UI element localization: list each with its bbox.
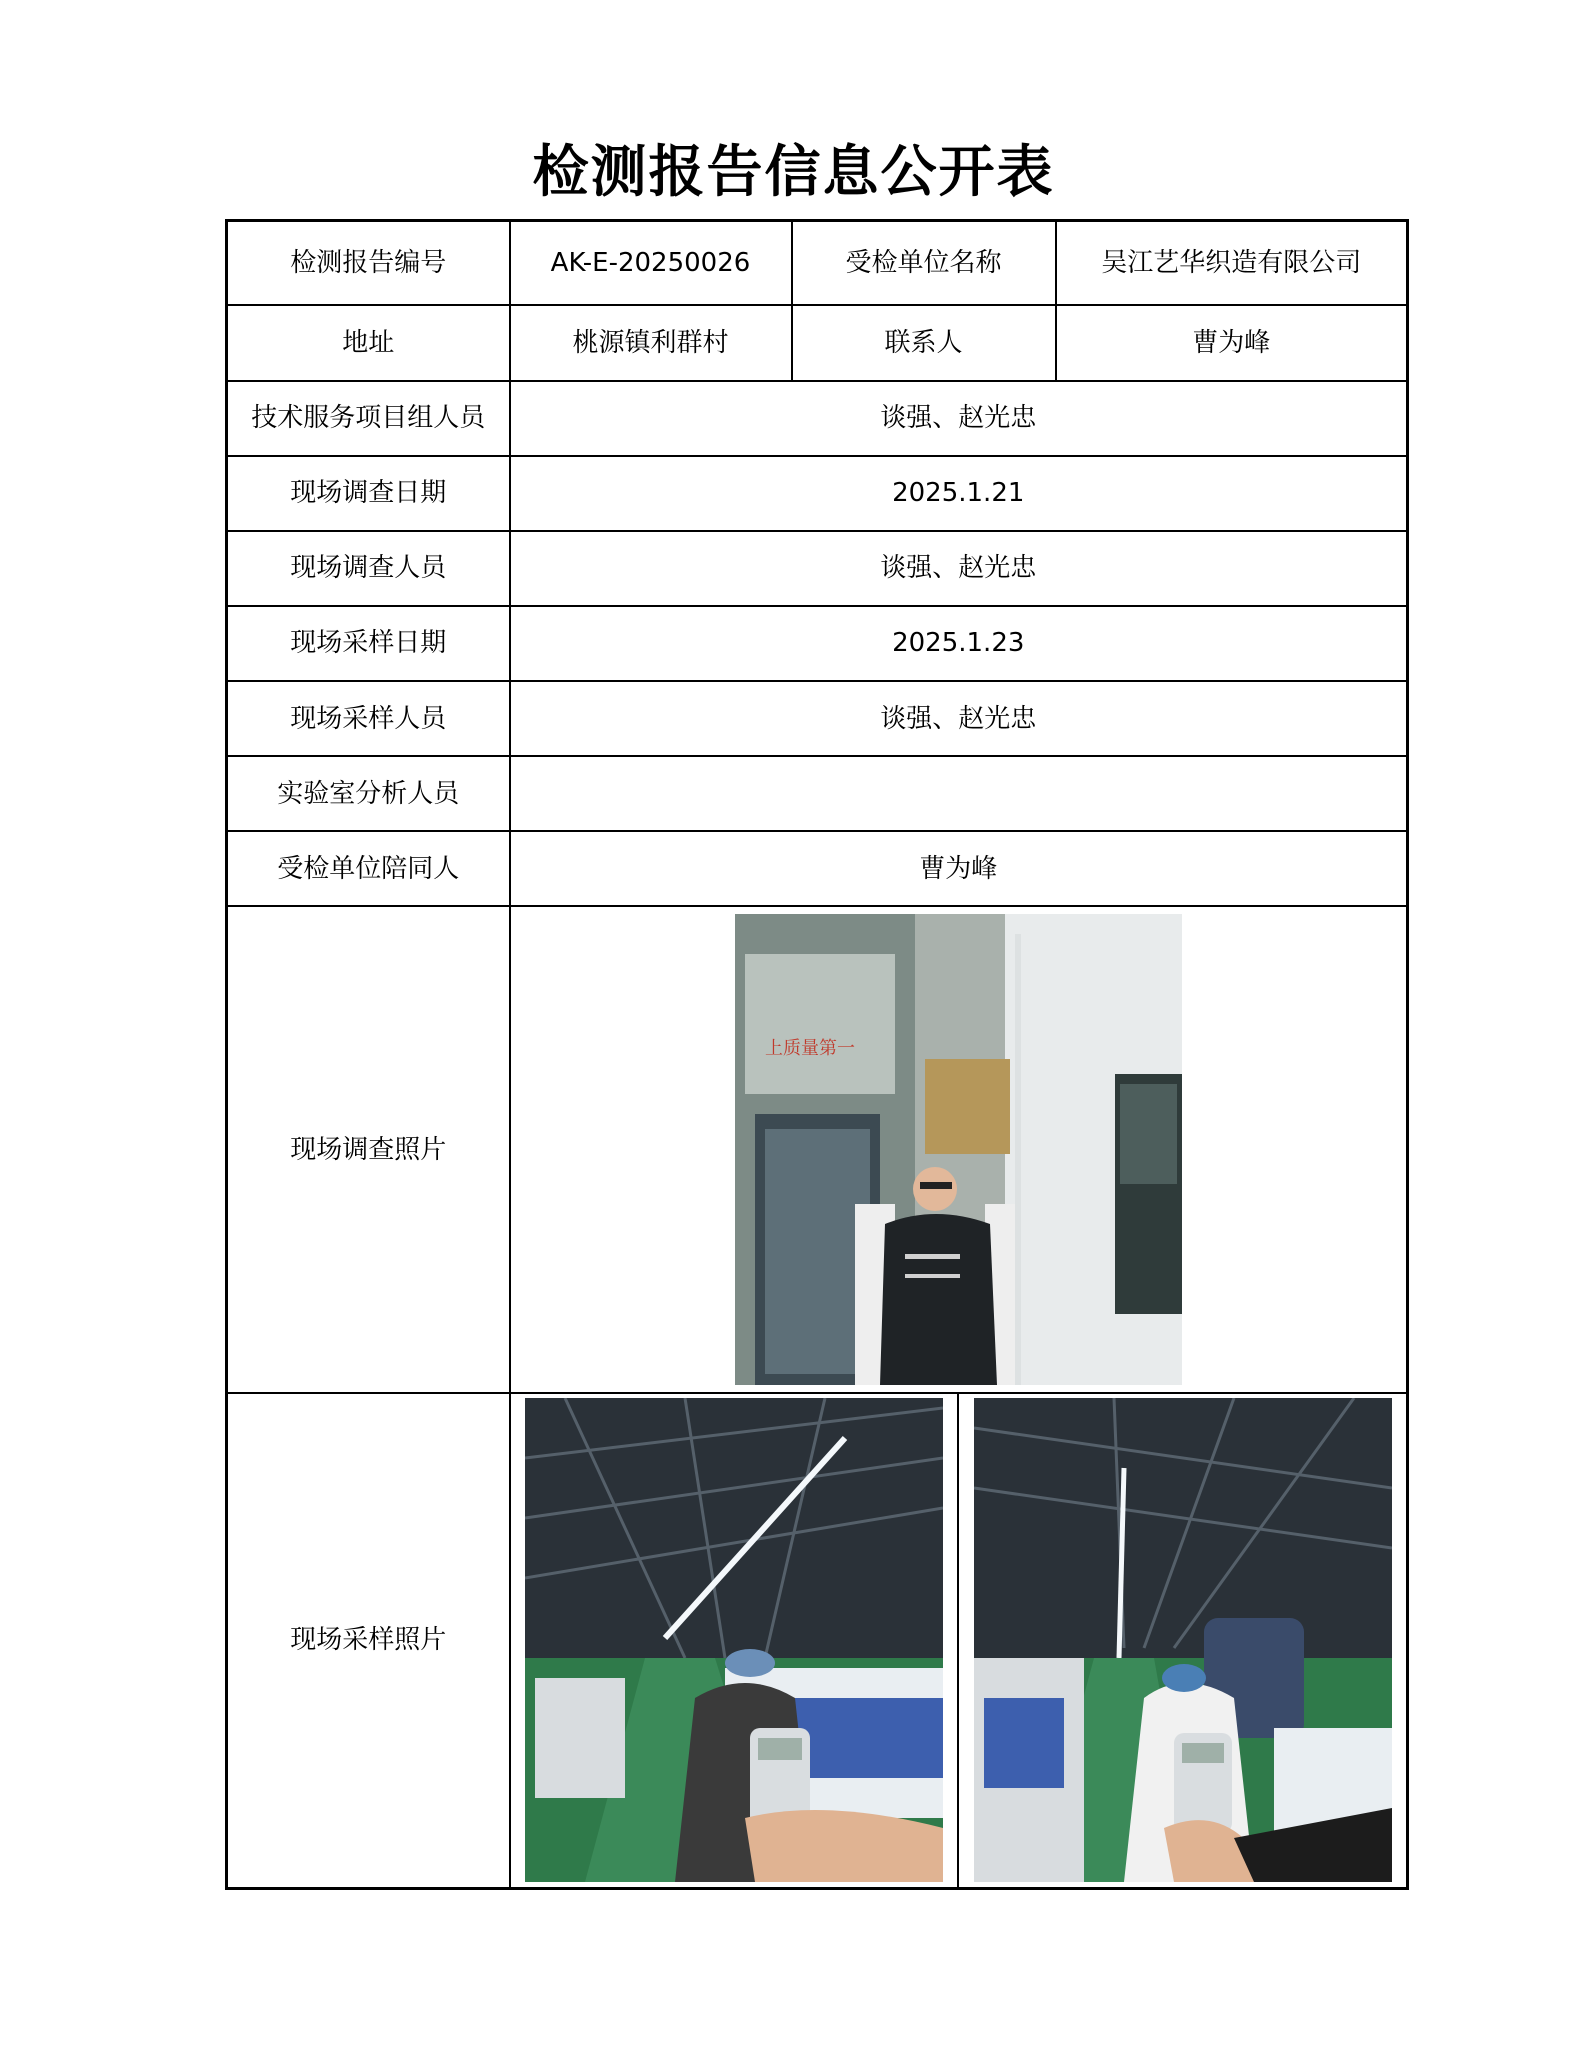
table-row bbox=[227, 305, 1408, 381]
survey-photo-cell bbox=[510, 906, 1408, 1393]
contact-label: 联系人 bbox=[792, 305, 1056, 381]
lab-staff-label: 实验室分析人员 bbox=[227, 756, 510, 831]
table-row bbox=[227, 756, 1408, 831]
table-row bbox=[227, 381, 1408, 456]
table-row bbox=[227, 606, 1408, 681]
sampling-photo-right bbox=[974, 1398, 1392, 1882]
unit-name-value: 吴江艺华织造有限公司 bbox=[1056, 221, 1408, 305]
table-row bbox=[227, 1393, 1408, 1889]
survey-staff-value: 谈强、赵光忠 bbox=[510, 531, 1408, 606]
contact-value: 曹为峰 bbox=[1056, 305, 1408, 381]
table-row bbox=[227, 906, 1408, 1393]
survey-date-label: 现场调查日期 bbox=[227, 456, 510, 531]
escort-label: 受检单位陪同人 bbox=[227, 831, 510, 906]
table-row bbox=[227, 456, 1408, 531]
table-row bbox=[227, 831, 1408, 906]
sampling-photo-cell bbox=[510, 1393, 1408, 1889]
table-row bbox=[227, 531, 1408, 606]
report-no-label: 检测报告编号 bbox=[227, 221, 510, 305]
address-label: 地址 bbox=[227, 305, 510, 381]
table-row bbox=[227, 681, 1408, 756]
sampling-photo-label: 现场采样照片 bbox=[227, 1393, 510, 1889]
survey-staff-label: 现场调查人员 bbox=[227, 531, 510, 606]
sampling-staff-value: 谈强、赵光忠 bbox=[510, 681, 1408, 756]
report-table bbox=[225, 219, 1409, 1890]
address-value: 桃源镇利群村 bbox=[510, 305, 792, 381]
slogan-text: 上质量第一 bbox=[764, 1038, 855, 1059]
survey-date-value: 2025.1.21 bbox=[510, 456, 1408, 531]
team-value: 谈强、赵光忠 bbox=[510, 381, 1408, 456]
sampling-photo-left bbox=[525, 1398, 943, 1882]
survey-photo-label: 现场调查照片 bbox=[227, 906, 510, 1393]
unit-name-label: 受检单位名称 bbox=[792, 221, 1056, 305]
sampling-photo-left-frame bbox=[511, 1394, 958, 1887]
escort-value: 曹为峰 bbox=[510, 831, 1408, 906]
report-no-value: AK-E-20250026 bbox=[510, 221, 792, 305]
sampling-photo-right-frame bbox=[957, 1394, 1406, 1887]
sampling-staff-label: 现场采样人员 bbox=[227, 681, 510, 756]
table-row bbox=[227, 221, 1408, 305]
lab-staff-value bbox=[510, 756, 1408, 831]
sampling-date-label: 现场采样日期 bbox=[227, 606, 510, 681]
sampling-date-value: 2025.1.23 bbox=[510, 606, 1408, 681]
survey-photo bbox=[735, 914, 1182, 1385]
page-title: 检测报告信息公开表 bbox=[532, 140, 1055, 205]
team-label: 技术服务项目组人员 bbox=[227, 381, 510, 456]
